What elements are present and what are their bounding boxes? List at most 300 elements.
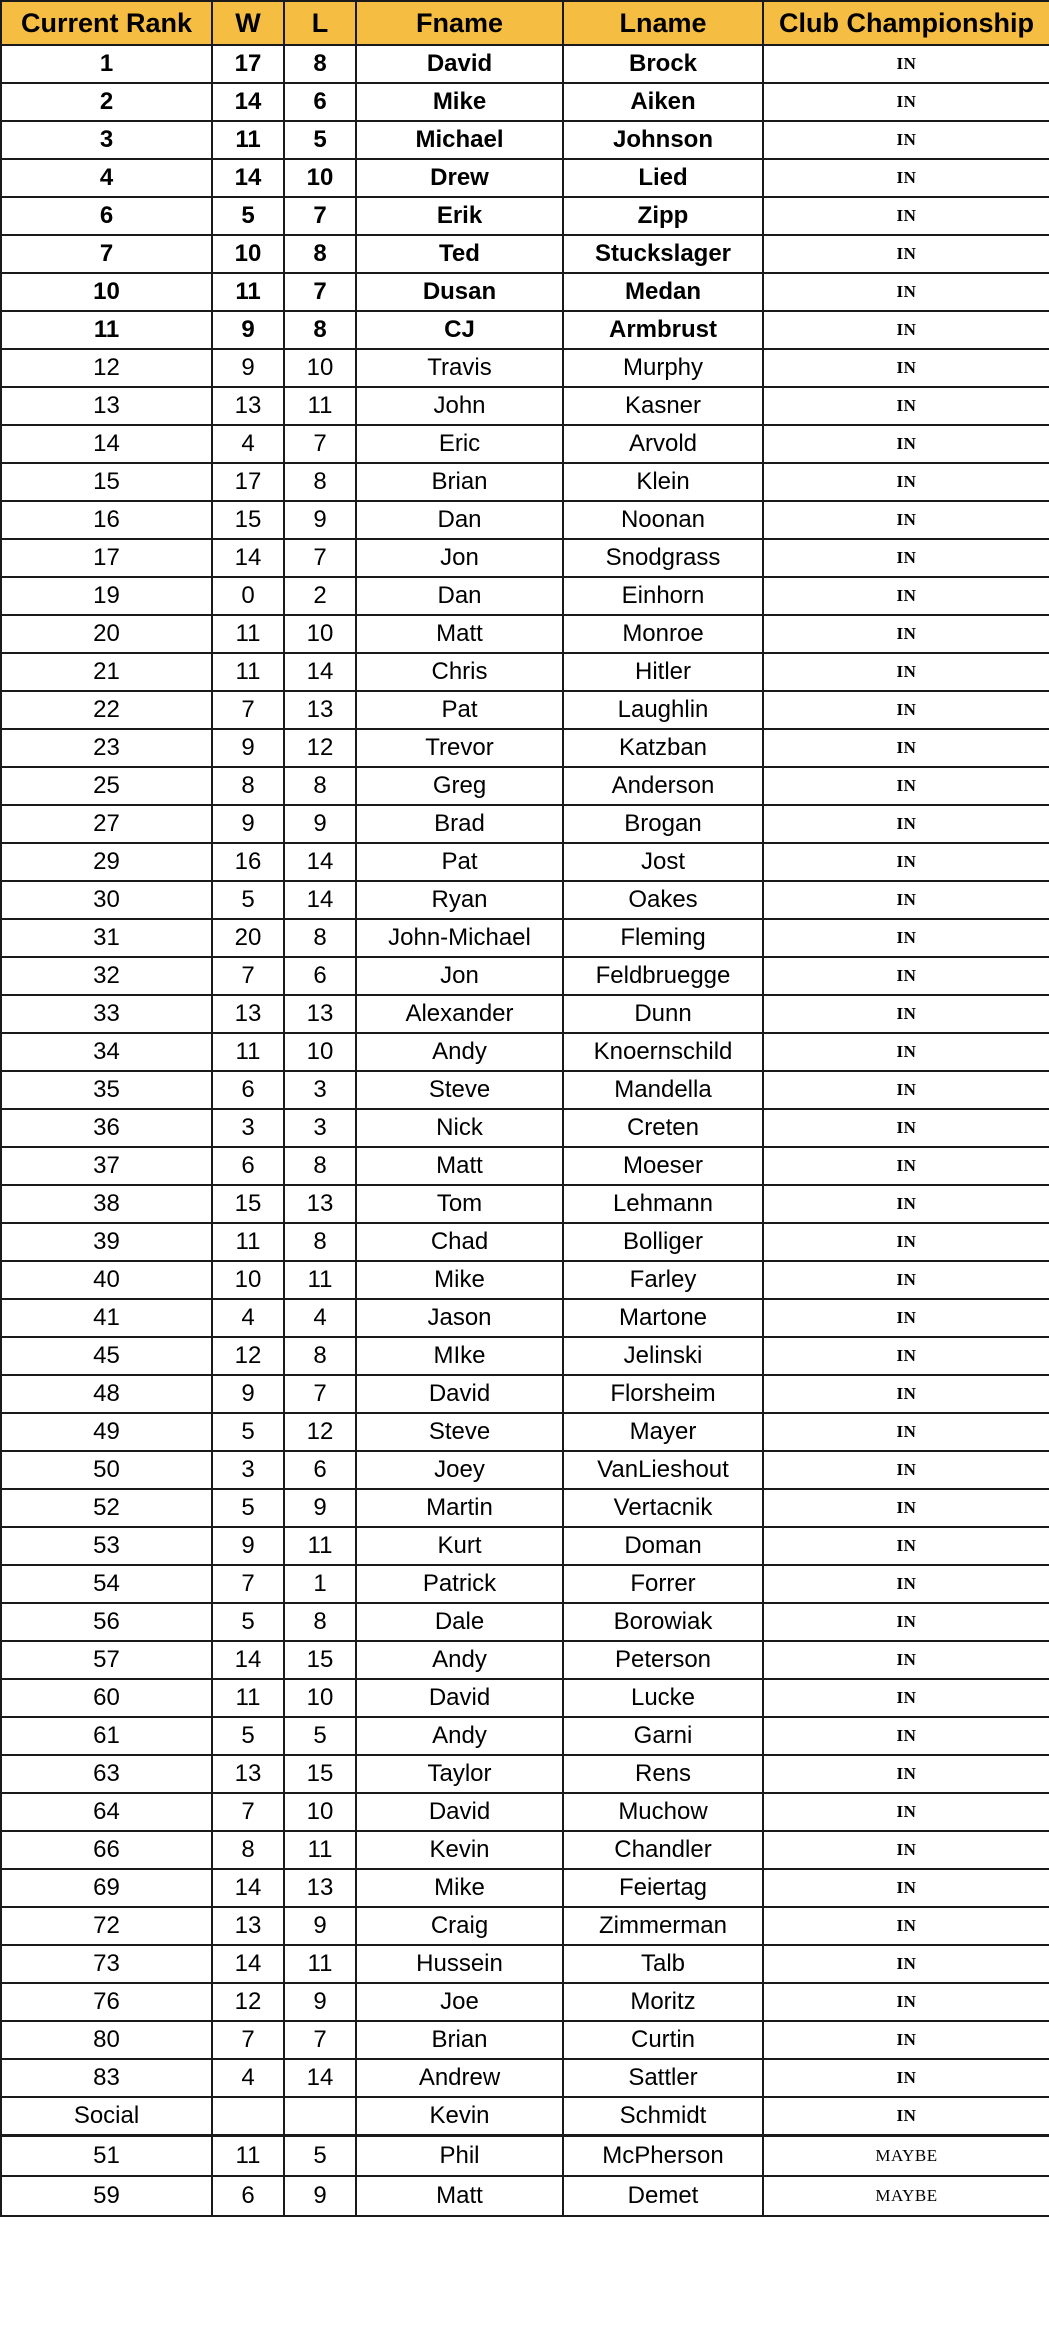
wins-cell[interactable]: 6 [212,1147,284,1185]
losses-cell[interactable]: 13 [284,995,356,1033]
rank-cell[interactable]: 12 [1,349,212,387]
losses-cell[interactable]: 7 [284,2021,356,2059]
losses-cell[interactable]: 14 [284,881,356,919]
wins-cell[interactable]: 14 [212,1945,284,1983]
first-name-cell[interactable]: Jason [356,1299,563,1337]
club-championship-cell[interactable]: IN [763,2059,1049,2097]
last-name-cell[interactable]: Feldbruegge [563,957,763,995]
last-name-cell[interactable]: Vertacnik [563,1489,763,1527]
club-championship-cell[interactable]: IN [763,1945,1049,1983]
wins-cell[interactable]: 14 [212,159,284,197]
club-championship-cell[interactable]: IN [763,235,1049,273]
losses-cell[interactable]: 6 [284,1451,356,1489]
wins-cell[interactable]: 13 [212,995,284,1033]
wins-cell[interactable]: 9 [212,311,284,349]
last-name-cell[interactable]: Sattler [563,2059,763,2097]
rank-cell[interactable]: 60 [1,1679,212,1717]
club-championship-cell[interactable]: IN [763,159,1049,197]
first-name-cell[interactable]: Ted [356,235,563,273]
wins-cell[interactable]: 5 [212,197,284,235]
first-name-cell[interactable]: Greg [356,767,563,805]
rank-cell[interactable]: 66 [1,1831,212,1869]
club-championship-cell[interactable]: MAYBE [763,2176,1049,2216]
wins-cell[interactable] [212,2097,284,2136]
losses-cell[interactable]: 7 [284,197,356,235]
wins-cell[interactable]: 17 [212,45,284,83]
rank-cell[interactable]: 53 [1,1527,212,1565]
club-championship-cell[interactable]: IN [763,273,1049,311]
rank-cell[interactable]: Social [1,2097,212,2136]
last-name-cell[interactable]: Mandella [563,1071,763,1109]
rank-cell[interactable]: 54 [1,1565,212,1603]
first-name-cell[interactable]: Dan [356,501,563,539]
first-name-cell[interactable]: Brian [356,2021,563,2059]
wins-cell[interactable]: 11 [212,615,284,653]
club-championship-cell[interactable]: IN [763,425,1049,463]
rank-cell[interactable]: 33 [1,995,212,1033]
first-name-cell[interactable]: Nick [356,1109,563,1147]
last-name-cell[interactable]: Zipp [563,197,763,235]
wins-cell[interactable]: 11 [212,1033,284,1071]
first-name-cell[interactable]: John [356,387,563,425]
club-championship-cell[interactable]: IN [763,1679,1049,1717]
first-name-cell[interactable]: Steve [356,1071,563,1109]
header-club-championship[interactable]: Club Championship [763,1,1049,45]
losses-cell[interactable]: 14 [284,2059,356,2097]
club-championship-cell[interactable]: IN [763,729,1049,767]
losses-cell[interactable]: 7 [284,539,356,577]
rank-cell[interactable]: 29 [1,843,212,881]
wins-cell[interactable]: 7 [212,1565,284,1603]
wins-cell[interactable]: 11 [212,2136,284,2177]
wins-cell[interactable]: 3 [212,1109,284,1147]
first-name-cell[interactable]: Andrew [356,2059,563,2097]
losses-cell[interactable]: 8 [284,767,356,805]
rank-cell[interactable]: 32 [1,957,212,995]
last-name-cell[interactable]: Zimmerman [563,1907,763,1945]
wins-cell[interactable]: 11 [212,121,284,159]
last-name-cell[interactable]: Talb [563,1945,763,1983]
wins-cell[interactable]: 5 [212,1413,284,1451]
first-name-cell[interactable]: Martin [356,1489,563,1527]
header-losses[interactable]: L [284,1,356,45]
club-championship-cell[interactable]: IN [763,197,1049,235]
wins-cell[interactable]: 7 [212,691,284,729]
wins-cell[interactable]: 16 [212,843,284,881]
rank-cell[interactable]: 17 [1,539,212,577]
club-championship-cell[interactable]: IN [763,1489,1049,1527]
club-championship-cell[interactable]: IN [763,995,1049,1033]
club-championship-cell[interactable]: IN [763,1185,1049,1223]
club-championship-cell[interactable]: IN [763,767,1049,805]
club-championship-cell[interactable]: IN [763,653,1049,691]
rank-cell[interactable]: 30 [1,881,212,919]
rank-cell[interactable]: 69 [1,1869,212,1907]
first-name-cell[interactable]: Drew [356,159,563,197]
first-name-cell[interactable]: Craig [356,1907,563,1945]
losses-cell[interactable]: 11 [284,1945,356,1983]
losses-cell[interactable]: 2 [284,577,356,615]
last-name-cell[interactable]: Garni [563,1717,763,1755]
first-name-cell[interactable]: Kevin [356,1831,563,1869]
losses-cell[interactable]: 10 [284,1793,356,1831]
last-name-cell[interactable]: Stuckslager [563,235,763,273]
club-championship-cell[interactable]: IN [763,311,1049,349]
wins-cell[interactable]: 4 [212,1299,284,1337]
losses-cell[interactable]: 3 [284,1109,356,1147]
losses-cell[interactable]: 14 [284,843,356,881]
wins-cell[interactable]: 14 [212,1869,284,1907]
rank-cell[interactable]: 13 [1,387,212,425]
rank-cell[interactable]: 80 [1,2021,212,2059]
header-current-rank[interactable]: Current Rank [1,1,212,45]
wins-cell[interactable]: 15 [212,1185,284,1223]
losses-cell[interactable]: 11 [284,387,356,425]
last-name-cell[interactable]: Aiken [563,83,763,121]
wins-cell[interactable]: 13 [212,1755,284,1793]
losses-cell[interactable]: 9 [284,805,356,843]
club-championship-cell[interactable]: IN [763,1375,1049,1413]
rank-cell[interactable]: 38 [1,1185,212,1223]
last-name-cell[interactable]: Curtin [563,2021,763,2059]
wins-cell[interactable]: 10 [212,1261,284,1299]
last-name-cell[interactable]: Anderson [563,767,763,805]
first-name-cell[interactable]: MIke [356,1337,563,1375]
first-name-cell[interactable]: David [356,1679,563,1717]
wins-cell[interactable]: 13 [212,387,284,425]
wins-cell[interactable]: 9 [212,805,284,843]
club-championship-cell[interactable]: IN [763,2097,1049,2136]
wins-cell[interactable]: 7 [212,2021,284,2059]
losses-cell[interactable]: 12 [284,729,356,767]
first-name-cell[interactable]: Patrick [356,1565,563,1603]
first-name-cell[interactable]: Brian [356,463,563,501]
last-name-cell[interactable]: Dunn [563,995,763,1033]
wins-cell[interactable]: 4 [212,425,284,463]
losses-cell[interactable]: 8 [284,1223,356,1261]
club-championship-cell[interactable]: IN [763,1223,1049,1261]
wins-cell[interactable]: 4 [212,2059,284,2097]
rank-cell[interactable]: 36 [1,1109,212,1147]
club-championship-cell[interactable]: MAYBE [763,2136,1049,2177]
losses-cell[interactable]: 9 [284,1489,356,1527]
rank-cell[interactable]: 37 [1,1147,212,1185]
first-name-cell[interactable]: Andy [356,1033,563,1071]
wins-cell[interactable]: 9 [212,1375,284,1413]
losses-cell[interactable]: 3 [284,1071,356,1109]
losses-cell[interactable]: 8 [284,463,356,501]
club-championship-cell[interactable]: IN [763,577,1049,615]
last-name-cell[interactable]: Klein [563,463,763,501]
header-last-name[interactable]: Lname [563,1,763,45]
club-championship-cell[interactable]: IN [763,1831,1049,1869]
rank-cell[interactable]: 63 [1,1755,212,1793]
first-name-cell[interactable]: Hussein [356,1945,563,1983]
first-name-cell[interactable]: Mike [356,83,563,121]
rank-cell[interactable]: 31 [1,919,212,957]
rank-cell[interactable]: 23 [1,729,212,767]
last-name-cell[interactable]: Chandler [563,1831,763,1869]
club-championship-cell[interactable]: IN [763,805,1049,843]
losses-cell[interactable]: 10 [284,615,356,653]
rank-cell[interactable]: 48 [1,1375,212,1413]
last-name-cell[interactable]: Borowiak [563,1603,763,1641]
rank-cell[interactable]: 7 [1,235,212,273]
losses-cell[interactable]: 5 [284,2136,356,2177]
club-championship-cell[interactable]: IN [763,1983,1049,2021]
wins-cell[interactable]: 10 [212,235,284,273]
first-name-cell[interactable]: Eric [356,425,563,463]
club-championship-cell[interactable]: IN [763,1793,1049,1831]
last-name-cell[interactable]: Forrer [563,1565,763,1603]
first-name-cell[interactable]: Mike [356,1261,563,1299]
last-name-cell[interactable]: Brogan [563,805,763,843]
rank-cell[interactable]: 34 [1,1033,212,1071]
club-championship-cell[interactable]: IN [763,45,1049,83]
rank-cell[interactable]: 50 [1,1451,212,1489]
first-name-cell[interactable]: Chad [356,1223,563,1261]
rank-cell[interactable]: 20 [1,615,212,653]
first-name-cell[interactable]: Steve [356,1413,563,1451]
last-name-cell[interactable]: Laughlin [563,691,763,729]
last-name-cell[interactable]: Katzban [563,729,763,767]
last-name-cell[interactable]: Fleming [563,919,763,957]
club-championship-cell[interactable]: IN [763,919,1049,957]
club-championship-cell[interactable]: IN [763,957,1049,995]
rank-cell[interactable]: 72 [1,1907,212,1945]
last-name-cell[interactable]: Armbrust [563,311,763,349]
losses-cell[interactable]: 9 [284,2176,356,2216]
club-championship-cell[interactable]: IN [763,1109,1049,1147]
wins-cell[interactable]: 0 [212,577,284,615]
last-name-cell[interactable]: Farley [563,1261,763,1299]
last-name-cell[interactable]: VanLieshout [563,1451,763,1489]
last-name-cell[interactable]: Demet [563,2176,763,2216]
club-championship-cell[interactable]: IN [763,1869,1049,1907]
losses-cell[interactable]: 1 [284,1565,356,1603]
wins-cell[interactable]: 14 [212,1641,284,1679]
club-championship-cell[interactable]: IN [763,387,1049,425]
club-championship-cell[interactable]: IN [763,1907,1049,1945]
rank-cell[interactable]: 49 [1,1413,212,1451]
last-name-cell[interactable]: Mayer [563,1413,763,1451]
first-name-cell[interactable]: Dale [356,1603,563,1641]
losses-cell[interactable]: 15 [284,1641,356,1679]
last-name-cell[interactable]: Martone [563,1299,763,1337]
rank-cell[interactable]: 16 [1,501,212,539]
rank-cell[interactable]: 73 [1,1945,212,1983]
last-name-cell[interactable]: Medan [563,273,763,311]
losses-cell[interactable]: 8 [284,1603,356,1641]
wins-cell[interactable]: 7 [212,1793,284,1831]
wins-cell[interactable]: 11 [212,1223,284,1261]
first-name-cell[interactable]: Tom [356,1185,563,1223]
wins-cell[interactable]: 9 [212,729,284,767]
last-name-cell[interactable]: Moeser [563,1147,763,1185]
first-name-cell[interactable]: Dan [356,577,563,615]
last-name-cell[interactable]: Moritz [563,1983,763,2021]
first-name-cell[interactable]: Taylor [356,1755,563,1793]
first-name-cell[interactable]: Erik [356,197,563,235]
wins-cell[interactable]: 17 [212,463,284,501]
rank-cell[interactable]: 27 [1,805,212,843]
wins-cell[interactable]: 11 [212,653,284,691]
first-name-cell[interactable]: Jon [356,957,563,995]
last-name-cell[interactable]: Noonan [563,501,763,539]
last-name-cell[interactable]: Doman [563,1527,763,1565]
losses-cell[interactable]: 7 [284,1375,356,1413]
last-name-cell[interactable]: Johnson [563,121,763,159]
last-name-cell[interactable]: Kasner [563,387,763,425]
wins-cell[interactable]: 9 [212,349,284,387]
wins-cell[interactable]: 11 [212,273,284,311]
rank-cell[interactable]: 64 [1,1793,212,1831]
losses-cell[interactable]: 5 [284,121,356,159]
rank-cell[interactable]: 4 [1,159,212,197]
losses-cell[interactable]: 12 [284,1413,356,1451]
losses-cell[interactable] [284,2097,356,2136]
wins-cell[interactable]: 9 [212,1527,284,1565]
first-name-cell[interactable]: Michael [356,121,563,159]
rank-cell[interactable]: 1 [1,45,212,83]
rank-cell[interactable]: 15 [1,463,212,501]
last-name-cell[interactable]: Jost [563,843,763,881]
last-name-cell[interactable]: Murphy [563,349,763,387]
first-name-cell[interactable]: John-Michael [356,919,563,957]
wins-cell[interactable]: 5 [212,1489,284,1527]
rank-cell[interactable]: 2 [1,83,212,121]
first-name-cell[interactable]: Joey [356,1451,563,1489]
last-name-cell[interactable]: Lied [563,159,763,197]
losses-cell[interactable]: 9 [284,501,356,539]
club-championship-cell[interactable]: IN [763,1755,1049,1793]
rank-cell[interactable]: 19 [1,577,212,615]
first-name-cell[interactable]: Andy [356,1641,563,1679]
last-name-cell[interactable]: Lehmann [563,1185,763,1223]
first-name-cell[interactable]: David [356,45,563,83]
rank-cell[interactable]: 51 [1,2136,212,2177]
last-name-cell[interactable]: Bolliger [563,1223,763,1261]
rank-cell[interactable]: 14 [1,425,212,463]
club-championship-cell[interactable]: IN [763,881,1049,919]
club-championship-cell[interactable]: IN [763,1565,1049,1603]
club-championship-cell[interactable]: IN [763,349,1049,387]
wins-cell[interactable]: 5 [212,1717,284,1755]
wins-cell[interactable]: 14 [212,539,284,577]
last-name-cell[interactable]: Oakes [563,881,763,919]
club-championship-cell[interactable]: IN [763,1451,1049,1489]
wins-cell[interactable]: 15 [212,501,284,539]
losses-cell[interactable]: 9 [284,1907,356,1945]
first-name-cell[interactable]: Pat [356,843,563,881]
losses-cell[interactable]: 4 [284,1299,356,1337]
losses-cell[interactable]: 10 [284,1033,356,1071]
wins-cell[interactable]: 14 [212,83,284,121]
last-name-cell[interactable]: Knoernschild [563,1033,763,1071]
first-name-cell[interactable]: Kevin [356,2097,563,2136]
losses-cell[interactable]: 10 [284,159,356,197]
rank-cell[interactable]: 83 [1,2059,212,2097]
club-championship-cell[interactable]: IN [763,463,1049,501]
first-name-cell[interactable]: Phil [356,2136,563,2177]
first-name-cell[interactable]: Alexander [356,995,563,1033]
losses-cell[interactable]: 15 [284,1755,356,1793]
last-name-cell[interactable]: Snodgrass [563,539,763,577]
first-name-cell[interactable]: Chris [356,653,563,691]
club-championship-cell[interactable]: IN [763,1527,1049,1565]
last-name-cell[interactable]: Rens [563,1755,763,1793]
losses-cell[interactable]: 14 [284,653,356,691]
club-championship-cell[interactable]: IN [763,1299,1049,1337]
rank-cell[interactable]: 41 [1,1299,212,1337]
first-name-cell[interactable]: Andy [356,1717,563,1755]
rank-cell[interactable]: 21 [1,653,212,691]
first-name-cell[interactable]: Trevor [356,729,563,767]
first-name-cell[interactable]: Pat [356,691,563,729]
first-name-cell[interactable]: Ryan [356,881,563,919]
losses-cell[interactable]: 8 [284,1337,356,1375]
wins-cell[interactable]: 5 [212,1603,284,1641]
first-name-cell[interactable]: Brad [356,805,563,843]
losses-cell[interactable]: 8 [284,919,356,957]
wins-cell[interactable]: 11 [212,1679,284,1717]
wins-cell[interactable]: 12 [212,1337,284,1375]
first-name-cell[interactable]: Travis [356,349,563,387]
first-name-cell[interactable]: David [356,1793,563,1831]
first-name-cell[interactable]: CJ [356,311,563,349]
wins-cell[interactable]: 20 [212,919,284,957]
losses-cell[interactable]: 13 [284,1185,356,1223]
rank-cell[interactable]: 56 [1,1603,212,1641]
losses-cell[interactable]: 5 [284,1717,356,1755]
club-championship-cell[interactable]: IN [763,83,1049,121]
rank-cell[interactable]: 3 [1,121,212,159]
last-name-cell[interactable]: Schmidt [563,2097,763,2136]
rank-cell[interactable]: 6 [1,197,212,235]
last-name-cell[interactable]: Jelinski [563,1337,763,1375]
club-championship-cell[interactable]: IN [763,1603,1049,1641]
club-championship-cell[interactable]: IN [763,615,1049,653]
club-championship-cell[interactable]: IN [763,2021,1049,2059]
wins-cell[interactable]: 12 [212,1983,284,2021]
losses-cell[interactable]: 11 [284,1831,356,1869]
wins-cell[interactable]: 8 [212,1831,284,1869]
losses-cell[interactable]: 6 [284,957,356,995]
rank-cell[interactable]: 40 [1,1261,212,1299]
club-championship-cell[interactable]: IN [763,1413,1049,1451]
first-name-cell[interactable]: Kurt [356,1527,563,1565]
first-name-cell[interactable]: Joe [356,1983,563,2021]
first-name-cell[interactable]: Matt [356,615,563,653]
losses-cell[interactable]: 8 [284,235,356,273]
header-wins[interactable]: W [212,1,284,45]
rank-cell[interactable]: 22 [1,691,212,729]
club-championship-cell[interactable]: IN [763,691,1049,729]
club-championship-cell[interactable]: IN [763,843,1049,881]
club-championship-cell[interactable]: IN [763,1147,1049,1185]
club-championship-cell[interactable]: IN [763,501,1049,539]
losses-cell[interactable]: 8 [284,311,356,349]
club-championship-cell[interactable]: IN [763,121,1049,159]
first-name-cell[interactable]: Jon [356,539,563,577]
losses-cell[interactable]: 6 [284,83,356,121]
wins-cell[interactable]: 5 [212,881,284,919]
club-championship-cell[interactable]: IN [763,1261,1049,1299]
wins-cell[interactable]: 13 [212,1907,284,1945]
rank-cell[interactable]: 52 [1,1489,212,1527]
last-name-cell[interactable]: Feiertag [563,1869,763,1907]
last-name-cell[interactable]: Monroe [563,615,763,653]
